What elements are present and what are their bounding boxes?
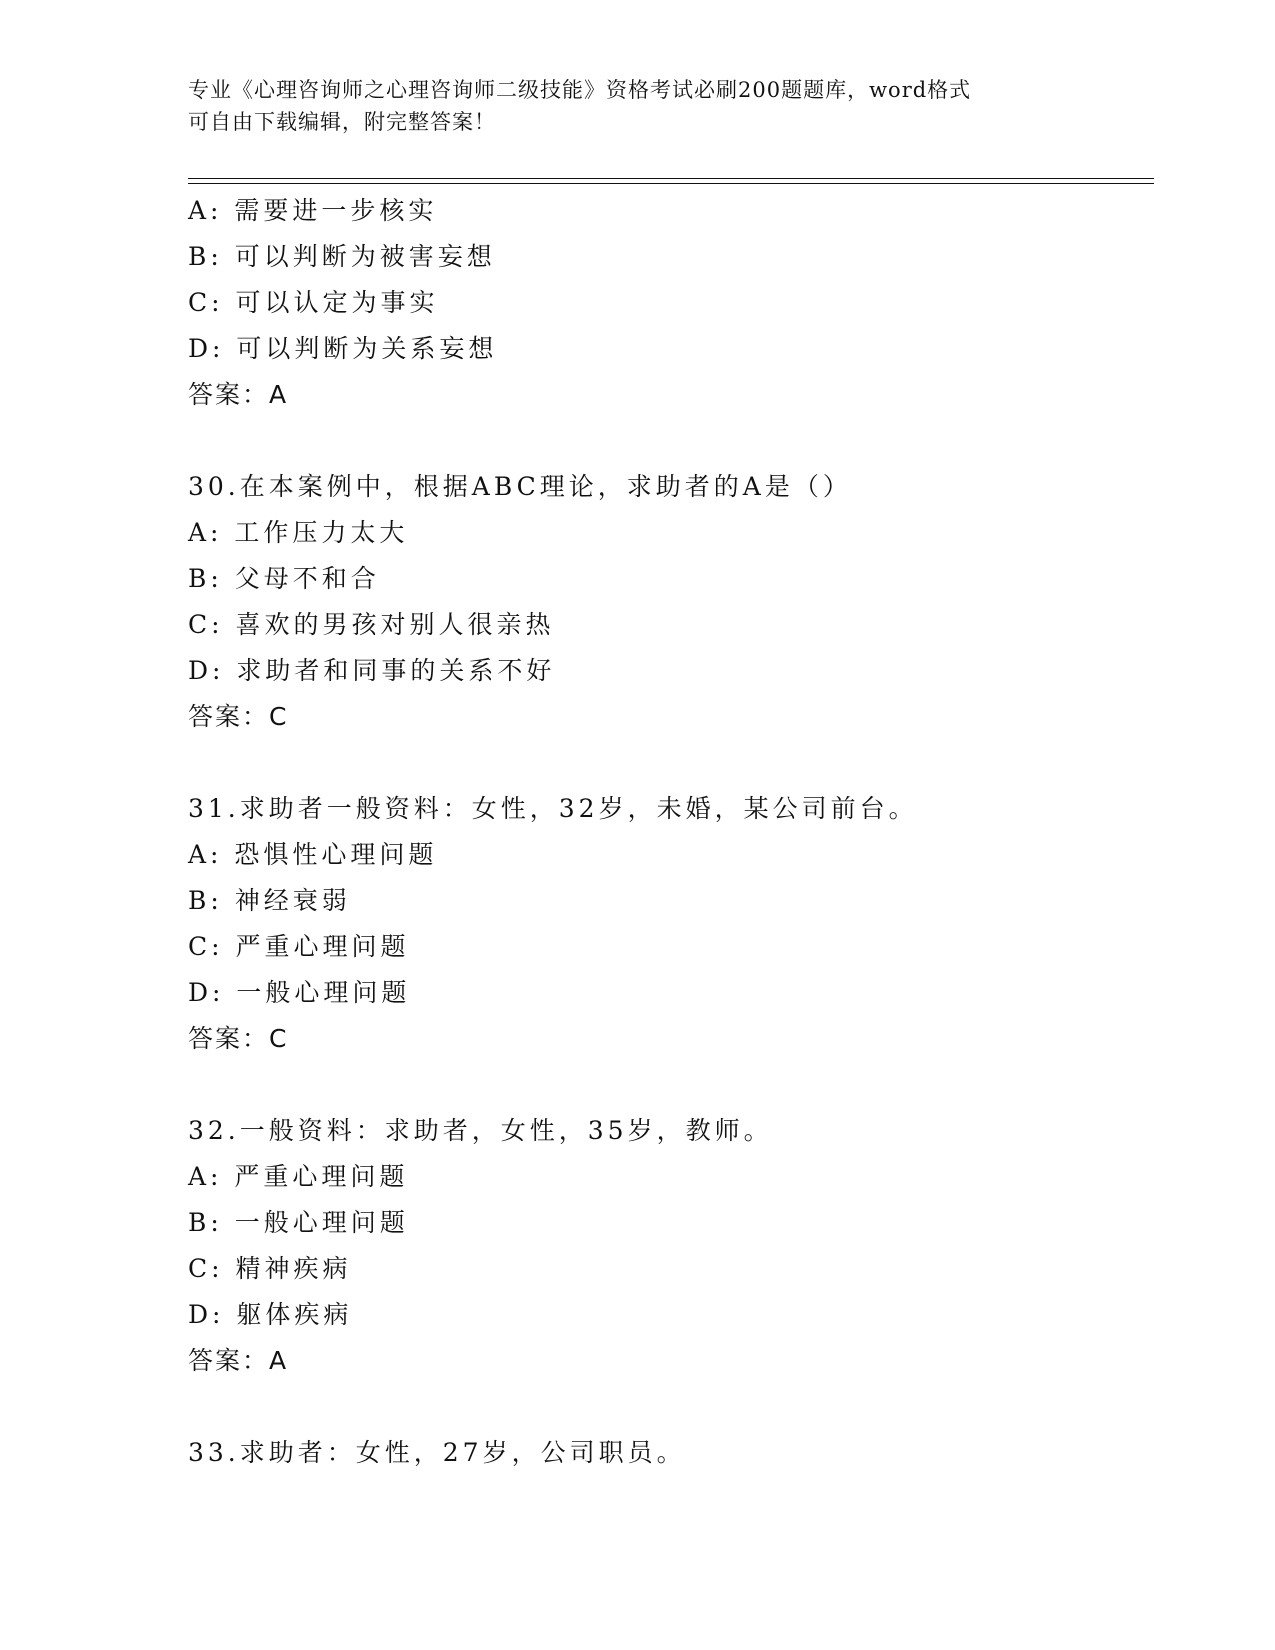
option-a: A: 严重心理问题 xyxy=(188,1162,409,1191)
question-text: 32.一般资料：求助者，女性，35岁，教师。 xyxy=(188,1116,773,1145)
option-b: B: 父母不和合 xyxy=(188,564,380,593)
question-text: 33.求助者：女性，27岁，公司职员。 xyxy=(188,1438,686,1467)
question-block-31 xyxy=(188,786,1148,1062)
header-divider-top xyxy=(188,178,1154,179)
option-b: B: 可以判断为被害妄想 xyxy=(188,242,496,271)
answer-line: 答案：C xyxy=(188,1024,289,1053)
option-d: D: 求助者和同事的关系不好 xyxy=(188,656,556,685)
question-text: 31.求助者一般资料：女性，32岁，未婚，某公司前台。 xyxy=(188,794,918,823)
answer-line: 答案：A xyxy=(188,1346,289,1375)
header-line-1: 专业《心理咨询师之心理咨询师二级技能》资格考试必刷200题题库，word格式 xyxy=(188,78,972,102)
document-header xyxy=(188,74,1068,138)
option-d: D: 一般心理问题 xyxy=(188,978,411,1007)
answer-line: 答案：C xyxy=(188,702,289,731)
option-c: C: 喜欢的男孩对别人很亲热 xyxy=(188,610,555,639)
question-list xyxy=(188,188,1148,1522)
option-a: A: 工作压力太大 xyxy=(188,518,409,547)
option-a: A: 恐惧性心理问题 xyxy=(188,840,438,869)
header-line-2: 可自由下载编辑，附完整答案！ xyxy=(188,110,496,134)
option-c: C: 可以认定为事实 xyxy=(188,288,439,317)
option-c: C: 精神疾病 xyxy=(188,1254,352,1283)
question-block-30 xyxy=(188,464,1148,740)
question-block-33 xyxy=(188,1430,1148,1476)
option-a: A: 需要进一步核实 xyxy=(188,196,438,225)
header-divider-bottom xyxy=(188,183,1154,184)
option-c: C: 严重心理问题 xyxy=(188,932,410,961)
question-text: 30.在本案例中，根据ABC理论，求助者的A是（） xyxy=(188,472,852,501)
option-d: D: 可以判断为关系妄想 xyxy=(188,334,498,363)
option-b: B: 神经衰弱 xyxy=(188,886,351,915)
answer-line: 答案：A xyxy=(188,380,289,409)
question-block-29 xyxy=(188,188,1148,418)
option-b: B: 一般心理问题 xyxy=(188,1208,409,1237)
question-block-32 xyxy=(188,1108,1148,1384)
option-d: D: 躯体疾病 xyxy=(188,1300,353,1329)
